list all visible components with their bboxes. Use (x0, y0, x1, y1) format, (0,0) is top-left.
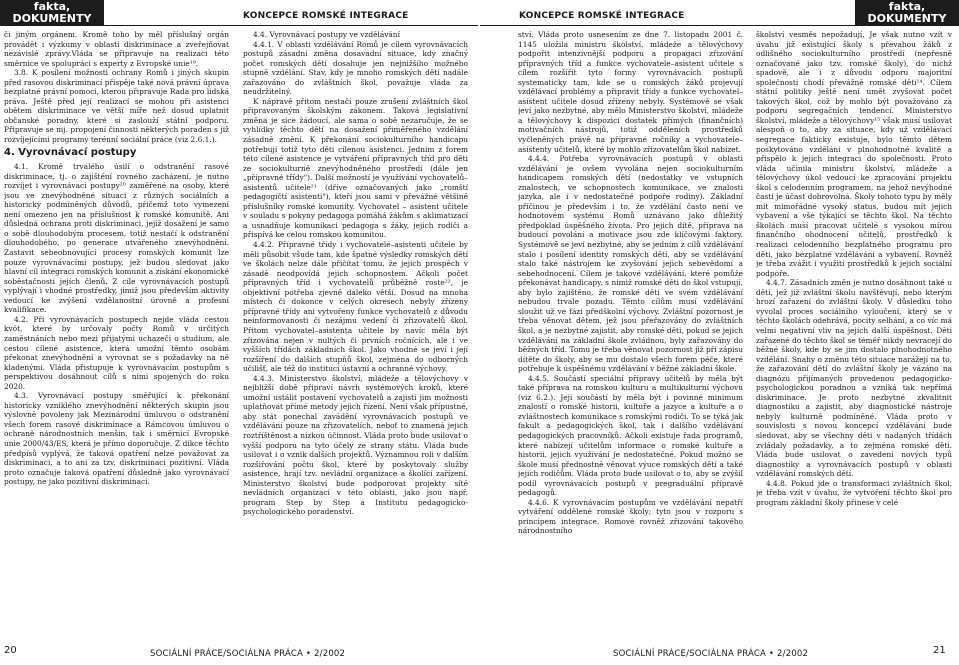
footer-journal-right: SOCIÁLNÍ PRÁCE/SOCIÁLNA PRÁCA • 2/2002 (613, 649, 809, 659)
text-column-3 (518, 30, 743, 630)
paragraph: 4.4.5. Součástí speciální přípravy učitelů by měla být také příprava na romskou kulturu a multikulturní výchovu (viz 6.2.). Její součástí by měla být i povinné minimum znalostí o romské historii, kultuře a jazyce a kultuře a o zvláštnostech komunikace s romskými rodiči. To se týká jak fakult a pedagogických škol, tak i dalšího vzdělávání pedagogických pracovníků. Ačkoli existuje řada programů, které nabízejí učitelům informace o romské kultuře a historii, jejich využívání je nedostatečné. Pokud možno se škole musí přednostně věnovat výuce romských dětí a také jejich rodičům. Vláda proto bude usilovat o to, aby se zvýšil podíl vyrovnávacích postupů v pregraduální přípravě pedagogů. (518, 373, 743, 498)
subheading: 4.4. Vyrovnávací postupy ve vzdělávání (253, 30, 400, 39)
paragraph: 4.4.6. K vyrovnávacím postupům ve vzdělávání nepatří vytváření oddělené romské školy; tyto jsou v rozporu s principem integrace. Romové rovněž zřizování takového národnostního (518, 497, 743, 536)
fakta-dokumenty-badge (855, 0, 959, 26)
paragraph: 4.1. Kromě trvalého úsilí o odstranění rasové diskriminace, tj. o zajištění rovného zacházení, je nutno rozvíjet i vyrovnávací postupy²⁰ zaměřené na osoby, které jsou ve znevýhodněné situaci z různých sociálních a historicky podmíněných důvodů, přičemž toto vymezení není omezeno jen na příslušnost k romské komunitě. Ani důsledná ochrana proti diskriminaci, jejíž dosažení je samo o sobě dlouhodobým procesem, totiž nestačí k odstranění dlouhodobého, po generace utvářeného znevýhodnění. Zastavit sebeobnovující procesy romských komunit lze pouze vyrovnávacími postupy, jež budou sledovat jako hlavní cíl integraci romských komunit a získání ekonomické soběstačnosti jejích členů. Z cíle vyrovnávacích postupů vyplývají i vhodné prostředky, jimiž jsou především aktivity vedoucí ke zvýšení vzdělanostní úrovně a profesní kvalifikace. (4, 162, 229, 315)
paragraph: či jiným orgánem. Kromě toho by měl příslušný orgán provádět i výzkumy v oblasti diskriminace a zveřejňovat nezávislé zprávy.Vláda se připravuje na realizaci této směrnice ve spolupráci s experty z Evropské unie¹⁹. (4, 30, 229, 68)
fakta-dokumenty-badge (0, 0, 104, 26)
badge-line1: fakta, (33, 0, 71, 13)
page-number-left: 20 (4, 645, 17, 656)
text-column-1 (4, 30, 229, 630)
section-title-right: KONCEPCE ROMSKÉ INTEGRACE (519, 11, 685, 21)
left-page (0, 0, 478, 665)
paragraph: 4.4.3. Ministerstvo školství, mládeže a tělovýchovy v nejbližší době připraví návrh systémových kroků, které umožní ustálit postavení vychovatelů a zajistí jim možnosti uplatňovat přímé metody jejich řízení. Není však přípustné, aby stát ponechal zavádění vyrovnávacích postupů ve vzdělávání pouze na zřizovatelích, neboť to znamená jejich roztříštěnost a nízkou účinnost. Vláda proto bude usilovat o vyšší podporu na tyto účely ze strany státu. Vláda bude usilovat i o vznik dalších projektů. Významnou roli v dalším rozšiřování počtu škol, které by poskytovaly služby asistence, hrají tzv. nevládní organizace a školící zařízení. Ministerstvo školství bude podporovat projekty sítě nevládních organizací v této oblasti, jako jsou např. program Step by Step a Institutu pedagogicko-psychologického poradenství. (243, 373, 468, 517)
header-rule-right (480, 25, 855, 26)
badge-line2: DOKUMENTY (12, 12, 92, 25)
badge-line1: fakta, (888, 0, 926, 13)
text-column-2 (243, 30, 468, 630)
paragraph: 4.4.1. V oblasti vzdělávání Romů je cílem vyrovnávacích postupů zásadní změna dosavadní situace, kdy značný počet romských dětí dosahuje jen nejnižšího možného stupně vzdělání. Stav, kdy je mnoho romských dětí nadále zařazováno do zvláštních škol, považuje vláda za neudržitelný. (243, 39, 468, 97)
right-page (480, 0, 959, 665)
page-number-right: 21 (933, 645, 946, 656)
paragraph: 4.4.4. Potřeba vyrovnávacích postupů v oblasti vzdělávání je ovšem vyvolána nejen sociokulturním handicapem romských dětí (nedostatky ve vstupních znalostech, ve schopnostech komunikace, ve znalosti jazyka, ale i v nedostatečné podpoře rodiny). Základní příčinou je především i to, že vzdělání často není ve hodnotovém systému Romů uznáváno jako důležitý předpoklad úspěšného života. Pro jejich dítě, příprava na budoucí povolání a motivace jsou zde klíčovými faktory. Systémově se jeví nezbytné, aby se jedním z cílů vzdělávání stalo i posílení identity romských dětí, aby se vzdělávání stalo také nástrojem ke zvyšování jejich sebevědomí a sebehodnocení. Cílem je takové vzdělávání, které pomůže překonávat handicapy, s nimiž romské děti do škol vstupují, aby bylo zajištěno, že romské děti ve svém vzdělávání nebudou trvale pozadu. Těmto cílům musí vzdělávání sloužit už ve fázi předškolní výchovy. Zvláštní pozornost je třeba věnovat dětem, jež jsou přeřazovány do zvláštních škol, a je nezbytné zajistit, aby romské děti, pokud se jejich vzdělávání na základní škole zvládnou, byly zařazovány do běžných tříd. Tomu je třeba věnovat pozornost již při zápisu dítěte do školy, aby se mu dostalo všech forem péče, které potřebuje k úspěšnému vzdělávání v běžné základní škole. (518, 154, 743, 374)
paragraph: školství vesměs nepožadují. Je však nutno vzít v úvahu již existující školy s převahou žáků z odlišného sociokulturního prostředí (nepřesně označované jako tzv. romské školy), do nichž spadově, ale i z důvodu odporu majoritní společnosti chodí převážně romské děti¹⁴. Cílem státní politiky ještě není umět zvyšovat počet takových škol, což by mohlo být považováno za podporu segregačních tendencí. Ministerstvo školství, mládeže a tělovýchovy¹⁵ však musí usilovat alespoň o to, aby za situace, kdy už vzdělávací segregace fakticky existuje, bylo těmto dětem poskytováno vzdělání v plnohodnotné kvalitě a přispělo k jejich integraci do společnosti. Proto vláda učinila ministru školství, mládeže a tělovýchovy úkol vedoucí ke zpracování projektu škol s celodenním programem, na jehož nevýhodné časti je účast dobrovolná. Školy tohoto typu by měly mít mimořádné vysoký status, budou mít jejich vybavení a vše týkající se těchto škol. Na těchto školách musí pracovat učitelé s vysokou mírou finančního ohodnocení učitelů, prostředků k realizaci celodenního bezplatného programu pro děti, jako bezplatné vzdělávání a vybavení. Rovněž je třeba zvážit i využití prostředků k jejich sociální podpoře. (756, 30, 952, 278)
paragraph: 4.2. Při vyrovnávacích postupech nejde vláda cestou kvót, které by určovaly počty Romů v určitých zaměstnáních nebo mezi přijatými uchazeči o studium, ale cestou cílené asistence, která umožní těmto osobám překonat znevýhodnění a vyrovnat se s požadavky na ně kladenými. Vláda přistupuje k vyrovnávacím postupům s perspektivou dosáhnout cílů s nimi spojených do roku 2020. (4, 314, 229, 391)
paragraph: 3.8. K posílení možnosti ochrany Romů i jiných skupin před rasovou diskriminací přispěje také nová právní úprava bezplatné právní pomoci, kterou připravuje Rada pro lidská práva. Ještě před její realizací se mohou při asistenci obětem diskriminace ve větší míře než dosud uplatnit občanské poradny, které si zaslouží státní podporu. Připravuje se mj. propojení činnosti některých poraden s již rozvíjejícími programy terénní sociální práce (viz 2.6.1.). (4, 68, 229, 145)
text-column-4 (756, 30, 952, 630)
footer-journal-left: SOCIÁLNÍ PRÁCE/SOCIÁLNA PRÁCA • 2/2002 (150, 649, 346, 659)
paragraph: 4.4.8. Pokud jde o transformaci zvláštních škol, je třeba vzít v úvahu, že vytvoření těchto škol pro program základní školy přinese v celé (756, 478, 952, 507)
section-heading: 4. Vyrovnávací postupy (4, 146, 137, 158)
paragraph: 4.4.2. Přípravné třídy i vychovatelé–asistenti učitele by měli působit všude tam, kde špatné výsledky romských dětí ve školách nelze dále přičítat tomu, že jejich prospěch v zásadě neodpovídá jejich schopnostem. Ačkoli počet přípravných tříd i vychovatelů průběžně roste²², je objektivní potřeba zjevně daleko větší. Dosud na mnoha místech či dokonce v celých okresech nebyly zřízeny přípravné třídy ani vytvořeny funkce vychovatelů z důvodu neinformovanosti či nezájmu vedení či zřizovatelů škol. Přitom vychovatel–asistenta učitele by navíc měla být zřizována nejen v nultých či prvních ročnících, ale i ve vyšších třídách základních škol. Jako vhodné se jeví i její rozšíření do dalších stupňů škol, zejména do odborných učilišť, ale též do institucí ústavní a ochranné výchovy. (243, 240, 468, 374)
paragraph: 4.3. Vyrovnávací postupy směřující k překonání historicky vzniklého znevýhodnění některých skupin jsou výslovně povoleny jak Mezinárodní úmluvou o odstranění všech forem rasové diskriminace a Rámcovou úmluvou o ochraně národnostních menšin, tak i směrnicí Evropské unie 2000/43/ES, která je přímo doporučuje. Z dikce těchto předpisů vyplývá, že taková opatření nelze považovat za diskriminaci, a to ani za tzv. diskriminaci pozitivní. Vláda proto označuje taková opatření důsledně jako vyrovnávací postupy, ne jako pozitivní diskriminaci. (4, 391, 229, 487)
badge-line2: DOKUMENTY (867, 12, 947, 25)
paragraph: 4.4.7. Zásadních změn je nutno dosáhnout také u dětí, jež již zvláštní školu navštěvují, nebo kterým hrozí zařazení do zvláštní školy. V důsledku toho vyvolal proces sociálního vyloučení, který se v těchto školách odehrává, pocity selhání, a co víc má velmi negativní vliv na jejich další úspěšnost. Děti zařazené do těchto škol se téměř nikdy nevracejí do běžné školy, kde by se jim dostalo plnohodnotného vzdělání. Snahy o změnu této situace narážejí na to, že zařazování dětí do zvláštní školy je vázáno na diagnózu přijímaných provedenou pedagogicko-psychologickou poradnou a vzniká tak nepřímá diskriminace. Je proto nezbytné zkvalitnit diagnostiku a zajistit, aby diagnostické nástroje nebyly kulturně podmíněné. Vláda proto v souvislosti s novou koncepcí vzdělávání bude sledovat, aby se všechny děti v nadaných třídách zvládaly požadavky, a to zejména romské děti. Vláda bude usilovat o zavedení nových typů diagnostiky a vyrovnávacích postupů v oblasti vzdělávání romských dětí. (756, 278, 952, 479)
paragraph: K nápravě přitom nestačí pouze zrušení zvláštních škol připravovaným školským zákonem. Taková legislativní změna je sice žádoucí, ale sama o sobě nezaručuje, že se vyhlídky těchto dětí na dosažení přiměřeného vzdělání zásadně změní. K překonání sociokulturního handicapu potřebují totiž tyto děti cílenou asistenci. Jedním z forem této cílené asistence je vytváření přípravných tříd pro děti ze sociokulturně znevýhodněného prostředí (dále jen „přípravné třídy"). Další možností je využívání vychovatelů–asistentů učitele²¹ (dříve označovaných jako „romští pedagogičtí asistenti"), kteří jsou sami v převážné většině příslušníky romské komunity. Vychovatel – asistent učitele v souladu s pokyny pedagoga pomáhá žákům s aklimatizací a usnadňuje komunikaci pedagoga s žáky, jejich rodiči a přispívá ke celou romskou komunitou. (243, 96, 468, 240)
header-rule-left (104, 25, 478, 26)
section-title-left: KONCEPCE ROMSKÉ INTEGRACE (243, 11, 409, 21)
paragraph: ství. Vláda proto usnesením ze dne 7. listopadu 2001 č. 1145 uložila ministru školství, mládeže a tělovýchovy podpořit intenzivnější podporu a propagaci zřizování přípravných tříd a funkce vychovatele–asistent učitele s cílem rozšířit tyto formy vyrovnávacích postupů systematicky tam, kde se u romských žáků projevují vzdělávací problémy a připravit třídy a funkce vychovatel–asistent učitele dosud zřízeny nebyly. Systémově se však jeví jako nezbytné, aby mělo Ministerstvo školství, mládeže a tělovýchovy k dispozici dostatek přímých (finančních) motivačních nástrojů, totiž odděleních prostředků vyčleněných právě na přípravné ročníky a vychovatele–asistenty učitelů, které by mohlo zřizovatelům škol nabízet. (518, 30, 743, 154)
